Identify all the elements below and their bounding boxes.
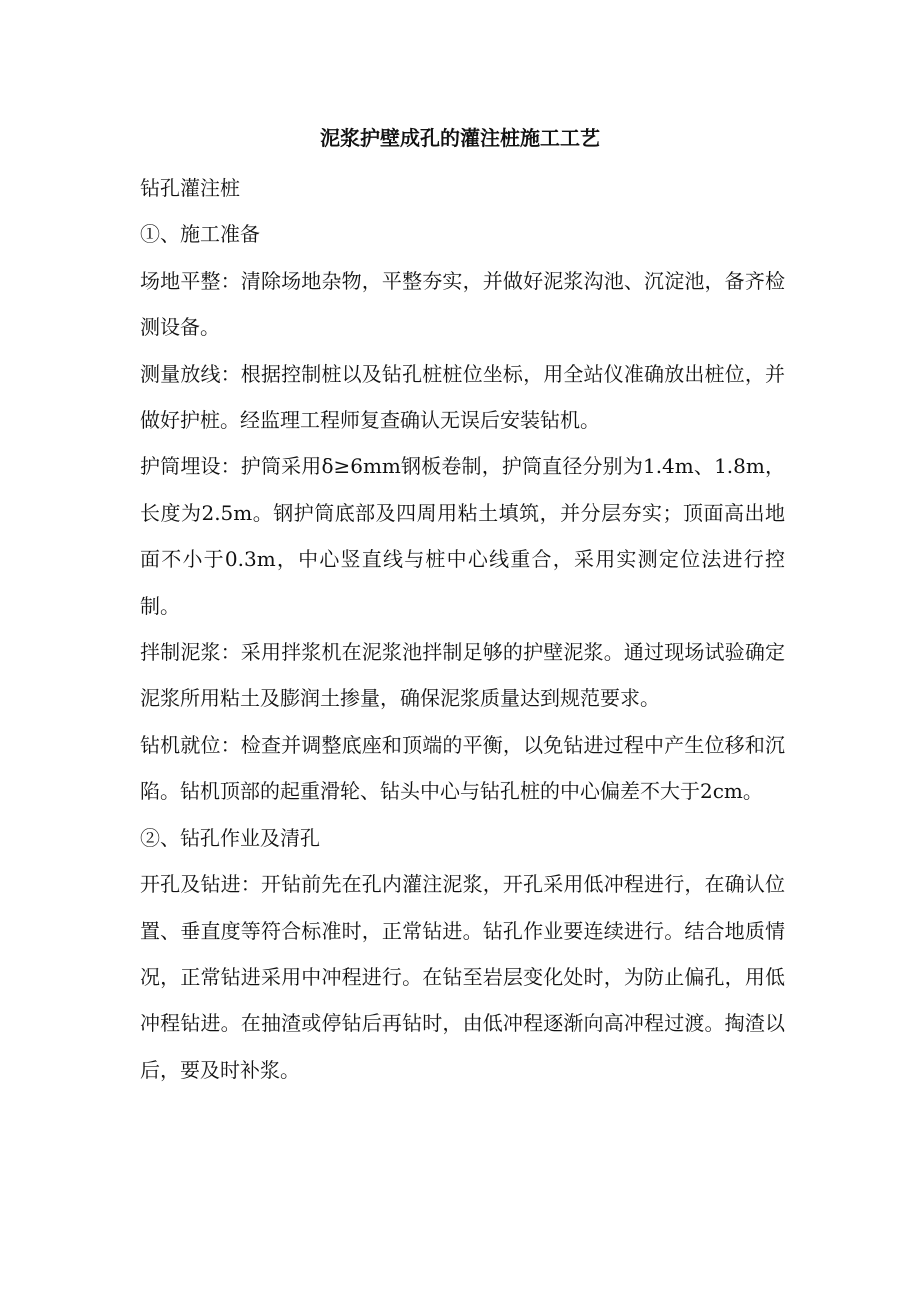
document-title: 泥浆护壁成孔的灌注桩施工工艺	[320, 126, 600, 150]
paragraph-site-leveling: 场地平整：清除场地杂物，平整夯实，并做好泥浆沟池、沉淀池，备齐检测设备。	[140, 268, 785, 340]
section-heading-drilling: ②、钻孔作业及清孔	[140, 825, 320, 850]
paragraph-drilling-start: 开孔及钻进：开钻前先在孔内灌注泥浆，开孔采用低冲程进行，在确认位置、垂直度等符合标准时，正常钻进。钻孔作业要连续进行。结合地质情况，正常钻进采用中冲程进行。在钻至岩层变化处时，为防止偏孔，用低冲程钻进。在抽渣或停钻后再钻时，由低冲程逐渐向高冲程过渡。掏渣以后，要及时补浆。	[140, 872, 785, 1082]
section-label: 钻孔灌注桩	[140, 176, 240, 200]
section-heading-preparation: ①、施工准备	[140, 222, 260, 247]
paragraph-casing-installation: 护筒埋设：护筒采用δ≥6mm钢板卷制，护筒直径分别为1.4m、1.8m，长度为2.5m。钢护筒底部及四周用粘土填筑，并分层夯实；顶面高出地面不小于0.3m，中心竖直线与桩中心线重合，采用实测定位法进行控制。	[140, 454, 785, 618]
paragraph-rig-positioning: 钻机就位：检查并调整底座和顶端的平衡，以免钻进过程中产生位移和沉陷。钻机顶部的起重滑轮、钻头中心与钻孔桩的中心偏差不大于2cm。	[140, 732, 785, 804]
paragraph-survey-layout: 测量放线：根据控制桩以及钻孔桩桩位坐标，用全站仪准确放出桩位，并做好护桩。经监理工程师复查确认无误后安装钻机。	[140, 361, 785, 433]
paragraph-mud-mixing: 拌制泥浆：采用拌浆机在泥浆池拌制足够的护壁泥浆。通过现场试验确定泥浆所用粘土及膨润土掺量，确保泥浆质量达到规范要求。	[140, 640, 785, 711]
document-body	[140, 165, 785, 1093]
